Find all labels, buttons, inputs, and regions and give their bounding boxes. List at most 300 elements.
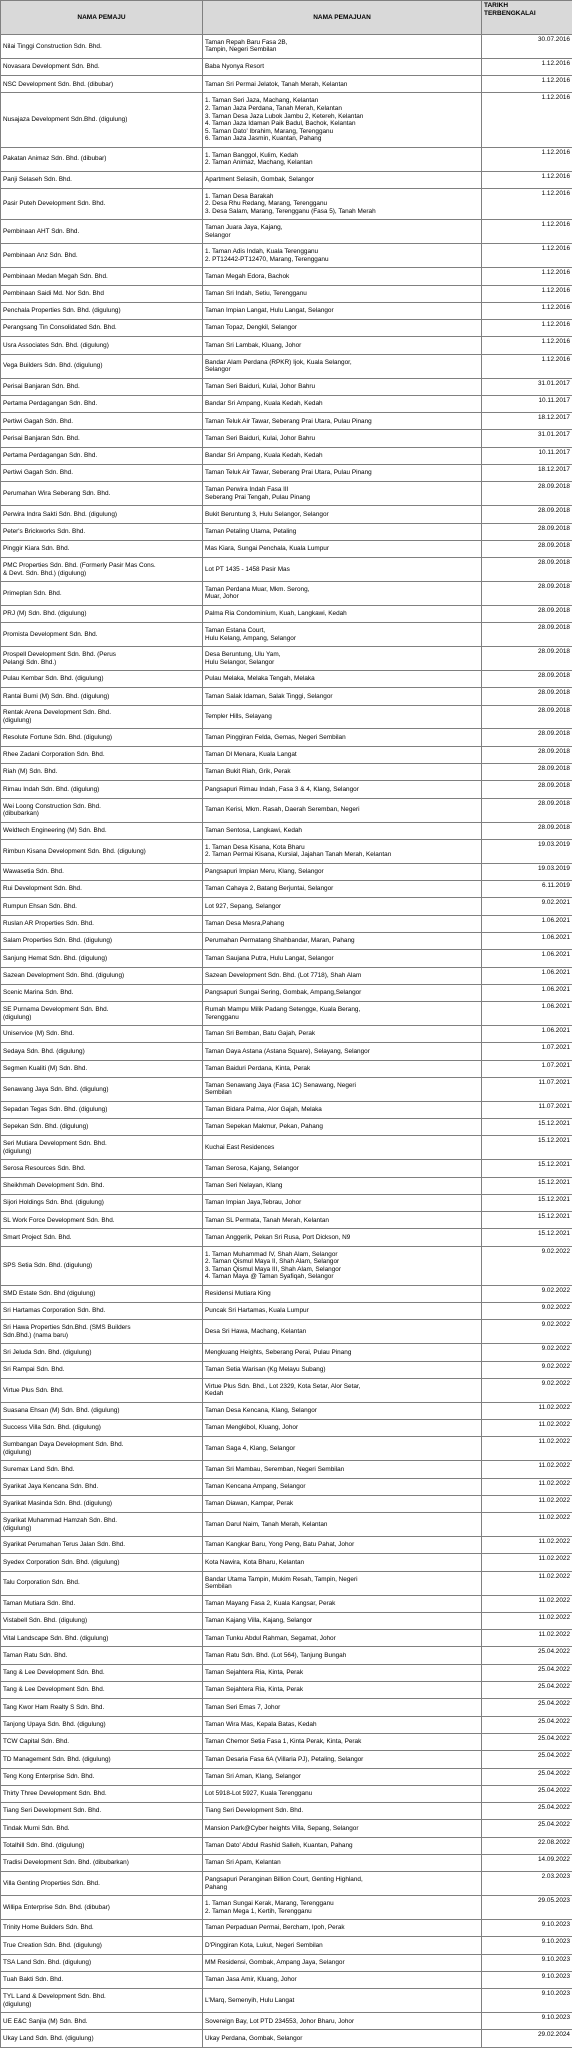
developer-cell: Nusajaza Development Sdn.Bhd. (digulung): [1, 93, 203, 147]
table-row: [1, 1320, 572, 1344]
table-row: [1, 1855, 572, 1872]
date-cell: 11.02.2022: [482, 1612, 572, 1629]
project-cell: Bandar Utama Tampin, Mukim Resah, Tampin, Negeri Sembilan: [203, 1571, 482, 1595]
table-row: [1, 898, 572, 915]
developer-cell: Syedex Corporation Sdn. Bhd. (digulung): [1, 1554, 203, 1571]
developer-cell: Penchala Properties Sdn. Bhd. (digulung): [1, 302, 203, 319]
project-cell: Taman Wira Mas, Kepala Batas, Kedah: [203, 1716, 482, 1733]
developer-cell: SL Work Force Development Sdn. Bhd.: [1, 1212, 203, 1229]
table-row: [1, 1837, 572, 1854]
developer-cell: Tindak Murni Sdn. Bhd.: [1, 1820, 203, 1837]
project-cell: Perumahan Permatang Shahbandar, Maran, Pahang: [203, 932, 482, 949]
date-cell: 1.12.2016: [482, 268, 572, 285]
date-cell: 1.06.2021: [482, 967, 572, 984]
date-cell: 2.03.2023: [482, 1872, 572, 1896]
table-row: [1, 781, 572, 798]
project-cell: Residensi Mutiara King: [203, 1285, 482, 1302]
date-cell: 11.02.2022: [482, 1437, 572, 1461]
date-cell: 11.02.2022: [482, 1554, 572, 1571]
table-row: [1, 1478, 572, 1495]
table-row: [1, 188, 572, 219]
developer-cell: Pertiwi Gagah Sdn. Bhd.: [1, 465, 203, 482]
date-cell: 1.06.2021: [482, 932, 572, 949]
project-cell: Pangsapuri Sungai Sering, Gombak, Ampang,Selangor: [203, 984, 482, 1001]
table-row: [1, 1612, 572, 1629]
date-cell: 1.12.2016: [482, 147, 572, 171]
table-row: [1, 1896, 572, 1920]
project-cell: Kuchai East Residences: [203, 1136, 482, 1160]
project-cell: Bukit Beruntung 3, Hulu Selangor, Selangor: [203, 506, 482, 523]
developer-cell: Ukay Land Sdn. Bhd. (digulung): [1, 2030, 203, 2047]
project-cell: Lot PT 1435 - 1458 Pasir Mas: [203, 558, 482, 582]
table-row: [1, 171, 572, 188]
date-cell: 11.02.2022: [482, 1537, 572, 1554]
date-cell: 11.02.2022: [482, 1595, 572, 1612]
date-cell: 28.09.2018: [482, 688, 572, 705]
date-cell: 9.02.2022: [482, 1303, 572, 1320]
table-row: [1, 623, 572, 647]
project-cell: Taman Desa Kencana, Klang, Selangor: [203, 1402, 482, 1419]
table-row: [1, 1803, 572, 1820]
developer-cell: Smart Project Sdn. Bhd.: [1, 1229, 203, 1246]
table-row: [1, 558, 572, 582]
project-cell: Pangsapuri Peranginan Billion Court, Genting Highland, Pahang: [203, 1872, 482, 1896]
developer-cell: Scenic Marina Sdn. Bhd.: [1, 984, 203, 1001]
developer-cell: Sepekan Sdn. Bhd. (digulung): [1, 1119, 203, 1136]
project-cell: Templer Hills, Selayang: [203, 705, 482, 729]
project-cell: Taman Topaz, Dengkil, Selangor: [203, 320, 482, 337]
table-row: [1, 1303, 572, 1320]
date-cell: 15.12.2021: [482, 1160, 572, 1177]
date-cell: 1.06.2021: [482, 915, 572, 932]
project-cell: Taman Impian Jaya,Tebrau, Johor: [203, 1194, 482, 1211]
developer-cell: Sanjung Hemat Sdn. Bhd. (digulung): [1, 950, 203, 967]
project-cell: 1. Taman Desa Barakah 2. Desa Rhu Redang, Marang, Terengganu 3. Desa Salam, Marang, Terengganu (Fasa 5), Tanah Merah: [203, 188, 482, 219]
table-row: [1, 647, 572, 671]
table-row: [1, 746, 572, 763]
project-cell: Puncak Sri Hartamas, Kuala Lumpur: [203, 1303, 482, 1320]
date-cell: 25.04.2022: [482, 1699, 572, 1716]
developer-cell: Segmen Kualiti (M) Sdn. Bhd.: [1, 1060, 203, 1077]
project-cell: Apartment Selasih, Gombak, Selangor: [203, 171, 482, 188]
project-cell: Taman Bidara Palma, Alor Gajah, Melaka: [203, 1101, 482, 1118]
table-row: [1, 320, 572, 337]
date-cell: 29.02.2024: [482, 2030, 572, 2047]
developer-cell: Wawasetia Sdn. Bhd.: [1, 863, 203, 880]
developer-cell: Ruslan AR Properties Sdn. Bhd.: [1, 915, 203, 932]
table-row: [1, 688, 572, 705]
developer-cell: Pakatan Animaz Sdn. Bhd. (dibubar): [1, 147, 203, 171]
table-row: [1, 1285, 572, 1302]
developer-cell: Totalhill Sdn. Bhd. (digulung): [1, 1837, 203, 1854]
date-cell: 11.02.2022: [482, 1402, 572, 1419]
project-cell: Taman Dl Menara, Kuala Langat: [203, 746, 482, 763]
table-row: [1, 93, 572, 147]
date-cell: 15.12.2021: [482, 1177, 572, 1194]
date-cell: 15.12.2021: [482, 1212, 572, 1229]
date-cell: 28.09.2018: [482, 523, 572, 540]
table-row: [1, 605, 572, 622]
date-cell: 25.04.2022: [482, 1647, 572, 1664]
date-cell: 28.09.2018: [482, 558, 572, 582]
table-row: [1, 1060, 572, 1077]
table-row: [1, 2030, 572, 2047]
project-cell: Taman Juara Jaya, Kajang, Selangor: [203, 220, 482, 244]
table-row: [1, 1344, 572, 1361]
table-row: [1, 465, 572, 482]
project-cell: Mengkuang Heights, Seberang Perai, Pulau Pinang: [203, 1344, 482, 1361]
developer-cell: Thirty Three Development Sdn. Bhd.: [1, 1785, 203, 1802]
date-cell: 25.04.2022: [482, 1785, 572, 1802]
developer-cell: SPS Setia Sdn. Bhd. (digulung): [1, 1246, 203, 1285]
project-cell: Taman Perpaduan Permai, Bercham, Ipoh, Perak: [203, 1920, 482, 1937]
developer-cell: Perwira Indra Sakti Sdn. Bhd. (digulung): [1, 506, 203, 523]
date-cell: 9.10.2023: [482, 1971, 572, 1988]
project-cell: Taman Sri Permai Jelatok, Tanah Merah, Kelantan: [203, 76, 482, 93]
date-cell: 9.02.2022: [482, 1320, 572, 1344]
date-cell: 9.10.2023: [482, 2013, 572, 2030]
project-cell: Taman Dato' Abdul Rashid Salleh, Kuantan, Pahang: [203, 1837, 482, 1854]
developer-cell: TCW Capital Sdn. Bhd.: [1, 1733, 203, 1750]
developer-cell: Willipa Enterprise Sdn. Bhd. (dibubar): [1, 1896, 203, 1920]
developer-cell: True Creation Sdn. Bhd. (digulung): [1, 1937, 203, 1954]
table-row: [1, 1647, 572, 1664]
date-cell: 11.02.2022: [482, 1461, 572, 1478]
developer-cell: Salam Properties Sdn. Bhd. (digulung): [1, 932, 203, 949]
table-row: [1, 244, 572, 268]
project-cell: Taman Cahaya 2, Batang Berjuntai, Selangor: [203, 881, 482, 898]
table-row: [1, 1682, 572, 1699]
project-cell: Palma Ria Condominium, Kuah, Langkawi, Kedah: [203, 605, 482, 622]
project-cell: Taman Darul Naim, Tanah Merah, Kelantan: [203, 1513, 482, 1537]
project-cell: Bandar Sri Ampang, Kuala Kedah, Kedah: [203, 447, 482, 464]
table-row: [1, 1002, 572, 1026]
table-row: [1, 798, 572, 822]
developer-cell: Pembinaan AHT Sdn. Bhd.: [1, 220, 203, 244]
date-cell: 25.04.2022: [482, 1820, 572, 1837]
date-cell: 28.09.2018: [482, 822, 572, 839]
date-cell: 15.12.2021: [482, 1229, 572, 1246]
date-cell: 25.04.2022: [482, 1803, 572, 1820]
project-cell: L'Marq, Semenyih, Hulu Langat: [203, 1989, 482, 2013]
project-cell: 1. Taman Banggol, Kulim, Kedah 2. Taman Animaz, Machang, Kelantan: [203, 147, 482, 171]
developer-cell: Peter's Brickworks Sdn. Bhd.: [1, 523, 203, 540]
table-row: [1, 268, 572, 285]
table-row: [1, 76, 572, 93]
project-cell: Taman Mengkibol, Kluang, Johor: [203, 1420, 482, 1437]
project-cell: Taman Sri Mambau, Seremban, Negeri Sembilan: [203, 1461, 482, 1478]
developer-cell: Vega Builders Sdn. Bhd. (digulung): [1, 354, 203, 378]
date-cell: 28.09.2018: [482, 781, 572, 798]
developer-cell: Sheikhmah Development Sdn. Bhd.: [1, 1177, 203, 1194]
date-cell: 1.12.2016: [482, 58, 572, 75]
table-row: [1, 523, 572, 540]
project-cell: Taman Seri Emas 7, Johor: [203, 1699, 482, 1716]
project-cell: Taman Sri Bemban, Batu Gajah, Perak: [203, 1026, 482, 1043]
project-cell: Taman Sentosa, Langkawi, Kedah: [203, 822, 482, 839]
date-cell: 9.10.2023: [482, 1920, 572, 1937]
project-cell: Taman Teluk Air Tawar, Seberang Prai Utara, Pulau Pinang: [203, 465, 482, 482]
project-cell: Desa Sri Hawa, Machang, Kelantan: [203, 1320, 482, 1344]
table-body: [1, 35, 572, 2048]
table-row: [1, 1664, 572, 1681]
table-row: [1, 1378, 572, 1402]
project-cell: Taman Saujana Putra, Hulu Langat, Selangor: [203, 950, 482, 967]
developer-cell: Rantai Bumi (M) Sdn. Bhd. (digulung): [1, 688, 203, 705]
project-cell: Taman Pinggiran Felda, Gemas, Negeri Sembilan: [203, 729, 482, 746]
project-cell: Taman Saga 4, Klang, Selangor: [203, 1437, 482, 1461]
project-cell: 1. Taman Desa Kisana, Kota Bharu 2. Taman Permai Kisana, Kursial, Jajahan Tanah Merah, Kelantan: [203, 839, 482, 863]
developer-cell: Seri Mutiara Development Sdn. Bhd. (digulung): [1, 1136, 203, 1160]
developer-cell: Suasana Ehsan (M) Sdn. Bhd. (digulung): [1, 1402, 203, 1419]
project-cell: Taman Setia Warisan (Kg Melayu Subang): [203, 1361, 482, 1378]
developer-cell: Perisai Banjaran Sdn. Bhd.: [1, 378, 203, 395]
project-cell: Taman Sri Apam, Kelantan: [203, 1855, 482, 1872]
date-cell: 9.10.2023: [482, 1954, 572, 1971]
project-cell: Kota Nawira, Kota Bharu, Kelantan: [203, 1554, 482, 1571]
date-cell: 11.02.2022: [482, 1420, 572, 1437]
table-row: [1, 302, 572, 319]
date-cell: 11.07.2021: [482, 1101, 572, 1118]
developer-cell: Pasir Puteh Development Sdn. Bhd.: [1, 188, 203, 219]
table-row: [1, 1119, 572, 1136]
date-cell: 18.12.2017: [482, 465, 572, 482]
developer-cell: Rumpun Ehsan Sdn. Bhd.: [1, 898, 203, 915]
project-cell: Taman Petaling Utama, Petaling: [203, 523, 482, 540]
developer-cell: Serosa Resources Sdn. Bhd.: [1, 1160, 203, 1177]
table-row: [1, 2013, 572, 2030]
developer-cell: Taman Mutiara Sdn. Bhd.: [1, 1595, 203, 1612]
table-row: [1, 1420, 572, 1437]
date-cell: 11.02.2022: [482, 1571, 572, 1595]
date-cell: 19.03.2019: [482, 863, 572, 880]
developer-cell: Sedaya Sdn. Bhd. (digulung): [1, 1043, 203, 1060]
developer-cell: Nilai Tinggi Construction Sdn. Bhd.: [1, 35, 203, 59]
developer-cell: Prospell Development Sdn. Bhd. (Perus Pelangi Sdn. Bhd.): [1, 647, 203, 671]
header-row: [1, 1, 572, 35]
developer-cell: Syarikat Muhammad Hamzah Sdn. Bhd. (digulung): [1, 1513, 203, 1537]
date-cell: 6.11.2019: [482, 881, 572, 898]
date-cell: 1.06.2021: [482, 984, 572, 1001]
project-cell: Taman Sepekan Makmur, Pekan, Pahang: [203, 1119, 482, 1136]
project-cell: Taman Impian Langat, Hulu Langat, Selangor: [203, 302, 482, 319]
project-cell: Taman Salak Idaman, Salak Tinggi, Selangor: [203, 688, 482, 705]
date-cell: 9.02.2022: [482, 1361, 572, 1378]
developer-cell: Resolute Fortune Sdn. Bhd. (digulung): [1, 729, 203, 746]
date-cell: 28.09.2018: [482, 482, 572, 506]
developer-cell: Tanjong Upaya Sdn. Bhd. (digulung): [1, 1716, 203, 1733]
developer-cell: SE Purnama Development Sdn. Bhd. (digulung): [1, 1002, 203, 1026]
project-cell: Taman Jasa Amir, Kluang, Johor: [203, 1971, 482, 1988]
date-cell: 28.09.2018: [482, 623, 572, 647]
date-cell: 9.10.2023: [482, 1937, 572, 1954]
project-cell: Taman Kencana Ampang, Selangor: [203, 1478, 482, 1495]
date-cell: 14.09.2022: [482, 1855, 572, 1872]
table-row: [1, 1160, 572, 1177]
project-cell: Virtue Plus Sdn. Bhd., Lot 2329, Kota Setar, Alor Setar, Kedah: [203, 1378, 482, 1402]
developer-cell: Rimau Indah Sdn. Bhd. (digulung): [1, 781, 203, 798]
developer-cell: Villa Genting Properties Sdn. Bhd.: [1, 1872, 203, 1896]
date-cell: 31.01.2017: [482, 378, 572, 395]
project-cell: Taman Kajang Villa, Kajang, Selangor: [203, 1612, 482, 1629]
table-row: [1, 881, 572, 898]
date-cell: 1.12.2016: [482, 302, 572, 319]
date-cell: 28.09.2018: [482, 729, 572, 746]
date-cell: 28.09.2018: [482, 705, 572, 729]
table-row: [1, 220, 572, 244]
developer-cell: Pembinaan Saidi Md. Nor Sdn. Bhd: [1, 285, 203, 302]
project-cell: Bandar Sri Ampang, Kuala Kedah, Kedah: [203, 395, 482, 412]
date-cell: 1.12.2016: [482, 354, 572, 378]
developer-cell: Syarikat Jaya Kencana Sdn. Bhd.: [1, 1478, 203, 1495]
date-cell: 28.09.2018: [482, 582, 572, 606]
project-cell: Taman Ratu Sdn. Bhd. (Lot 564), Tanjung Bungah: [203, 1647, 482, 1664]
developer-cell: Pertama Perdagangan Sdn. Bhd.: [1, 395, 203, 412]
developer-cell: Sri Jeluda Sdn. Bhd. (digulung): [1, 1344, 203, 1361]
developer-cell: Primeplan Sdn. Bhd.: [1, 582, 203, 606]
project-cell: Taman Chemor Setia Fasa 1, Kinta Perak, Kinta, Perak: [203, 1733, 482, 1750]
table-row: [1, 1785, 572, 1802]
table-row: [1, 540, 572, 557]
date-cell: 1.12.2016: [482, 320, 572, 337]
project-cell: Taman Teluk Air Tawar, Seberang Prai Utara, Pulau Pinang: [203, 413, 482, 430]
table-row: [1, 1437, 572, 1461]
date-cell: 9.02.2022: [482, 1344, 572, 1361]
project-cell: Taman Perwira Indah Fasa III Seberang Prai Tengah, Pulau Pinang: [203, 482, 482, 506]
table-row: [1, 1495, 572, 1512]
developer-cell: Pulau Kembar Sdn. Bhd. (digulung): [1, 671, 203, 688]
table-row: [1, 1733, 572, 1750]
project-cell: Taman Desaria Fasa 6A (Villaria PJ), Petaling, Selangor: [203, 1751, 482, 1768]
table-row: [1, 950, 572, 967]
project-cell: Taman Diawan, Kampar, Perak: [203, 1495, 482, 1512]
table-row: [1, 915, 572, 932]
developer-cell: TSA Land Sdn. Bhd. (digulung): [1, 1954, 203, 1971]
project-cell: Taman Anggerik, Pekan Sri Rusa, Port Dickson, N9: [203, 1229, 482, 1246]
table-row: [1, 1751, 572, 1768]
project-cell: Sazean Development Sdn. Bhd. (Lot 7718), Shah Alam: [203, 967, 482, 984]
date-cell: 22.08.2022: [482, 1837, 572, 1854]
date-cell: 9.02.2021: [482, 898, 572, 915]
developer-cell: Pinggir Kiara Sdn. Bhd.: [1, 540, 203, 557]
developer-cell: Panji Selaseh Sdn. Bhd.: [1, 171, 203, 188]
date-cell: 25.04.2022: [482, 1716, 572, 1733]
table-row: [1, 1043, 572, 1060]
table-row: [1, 413, 572, 430]
date-cell: 15.12.2021: [482, 1119, 572, 1136]
developer-cell: TD Management Sdn. Bhd. (digulung): [1, 1751, 203, 1768]
project-cell: Pulau Melaka, Melaka Tengah, Melaka: [203, 671, 482, 688]
developer-cell: Promista Development Sdn. Bhd.: [1, 623, 203, 647]
date-cell: 1.12.2016: [482, 220, 572, 244]
table-row: [1, 58, 572, 75]
date-cell: 11.07.2021: [482, 1077, 572, 1101]
project-cell: Taman Senawang Jaya (Fasa 1C) Senawang, Negeri Sembilan: [203, 1077, 482, 1101]
table-row: [1, 378, 572, 395]
date-cell: 1.12.2016: [482, 171, 572, 188]
project-cell: Taman Serosa, Kajang, Selangor: [203, 1160, 482, 1177]
table-row: [1, 1820, 572, 1837]
project-cell: Mansion Park@Cyber heights Villa, Sepang, Selangor: [203, 1820, 482, 1837]
developer-cell: Uniservice (M) Sdn. Bhd.: [1, 1026, 203, 1043]
table-row: [1, 1699, 572, 1716]
table-row: [1, 1716, 572, 1733]
project-cell: Taman Repah Baru Fasa 2B, Tampin, Negeri Sembilan: [203, 35, 482, 59]
date-cell: 10.11.2017: [482, 395, 572, 412]
developer-cell: Perumahan Wira Seberang Sdn. Bhd.: [1, 482, 203, 506]
date-cell: 1.06.2021: [482, 950, 572, 967]
project-cell: Taman Desa Mesra,Pahang: [203, 915, 482, 932]
date-cell: 9.02.2022: [482, 1246, 572, 1285]
date-cell: 25.04.2022: [482, 1733, 572, 1750]
table-row: [1, 967, 572, 984]
date-cell: 1.12.2016: [482, 93, 572, 147]
date-cell: 28.09.2018: [482, 540, 572, 557]
date-cell: 1.07.2021: [482, 1043, 572, 1060]
developer-cell: Vistabell Sdn. Bhd. (digulung): [1, 1612, 203, 1629]
date-cell: 25.04.2022: [482, 1768, 572, 1785]
project-cell: 1. Taman Muhammad IV, Shah Alam, Selangor 2. Taman Qismul Maya II, Shah Alam, Selangor 3. Taman Qismul Maya III, Shah Alam, Selangor 4. Taman Maya @ Taman Syafiqah, Selangor: [203, 1246, 482, 1285]
date-cell: 15.12.2021: [482, 1136, 572, 1160]
date-cell: 11.02.2022: [482, 1630, 572, 1647]
table-row: [1, 582, 572, 606]
date-cell: 11.02.2022: [482, 1478, 572, 1495]
table-row: [1, 285, 572, 302]
header-project-name: NAMA PEMAJUAN: [203, 1, 482, 35]
table-row: [1, 1920, 572, 1937]
table-row: [1, 984, 572, 1001]
developer-cell: Syarikat Perumahan Terus Jalan Sdn. Bhd.: [1, 1537, 203, 1554]
developer-cell: Usra Associates Sdn. Bhd. (digulung): [1, 337, 203, 354]
date-cell: 11.02.2022: [482, 1513, 572, 1537]
table-row: [1, 1177, 572, 1194]
date-cell: 1.12.2016: [482, 76, 572, 93]
table-row: [1, 482, 572, 506]
developer-cell: TYL Land & Development Sdn. Bhd. (digulung): [1, 1989, 203, 2013]
developer-cell: Riah (M) Sdn. Bhd.: [1, 764, 203, 781]
date-cell: 1.12.2016: [482, 285, 572, 302]
project-cell: Taman Kerisi, Mkm. Rasah, Daerah Seremban, Negeri: [203, 798, 482, 822]
project-cell: Taman Sri Lambak, Kluang, Johor: [203, 337, 482, 354]
table-row: [1, 447, 572, 464]
project-cell: Taman Perdana Muar, Mkm. Serong, Muar, Johor: [203, 582, 482, 606]
table-row: [1, 1101, 572, 1118]
date-cell: 19.03.2019: [482, 839, 572, 863]
date-cell: 25.04.2022: [482, 1664, 572, 1681]
project-cell: Taman Baiduri Perdana, Kinta, Perak: [203, 1060, 482, 1077]
date-cell: 28.09.2018: [482, 764, 572, 781]
table-row: [1, 147, 572, 171]
developer-cell: NSC Development Sdn. Bhd. (dibubar): [1, 76, 203, 93]
project-cell: Taman Sri Indah, Setiu, Terengganu: [203, 285, 482, 302]
developer-cell: Teng Kong Enterprise Sdn. Bhd.: [1, 1768, 203, 1785]
date-cell: 11.02.2022: [482, 1495, 572, 1512]
table-row: [1, 1136, 572, 1160]
developer-cell: Sri Hartamas Corporation Sdn. Bhd.: [1, 1303, 203, 1320]
date-cell: 9.02.2022: [482, 1378, 572, 1402]
project-cell: Baba Nyonya Resort: [203, 58, 482, 75]
developer-cell: Taman Ratu Sdn. Bhd.: [1, 1647, 203, 1664]
table-row: [1, 1077, 572, 1101]
developer-cell: Weldtech Engineering (M) Sdn. Bhd.: [1, 822, 203, 839]
date-cell: 9.10.2023: [482, 1989, 572, 2013]
table-row: [1, 1212, 572, 1229]
project-cell: Taman Seri Baiduri, Kulai, Johor Bahru: [203, 430, 482, 447]
developer-cell: Tang & Lee Development Sdn. Bhd.: [1, 1682, 203, 1699]
date-cell: 1.06.2021: [482, 1026, 572, 1043]
developer-cell: Tradisi Development Sdn. Bhd. (dibubarkan): [1, 1855, 203, 1872]
table-row: [1, 1989, 572, 2013]
